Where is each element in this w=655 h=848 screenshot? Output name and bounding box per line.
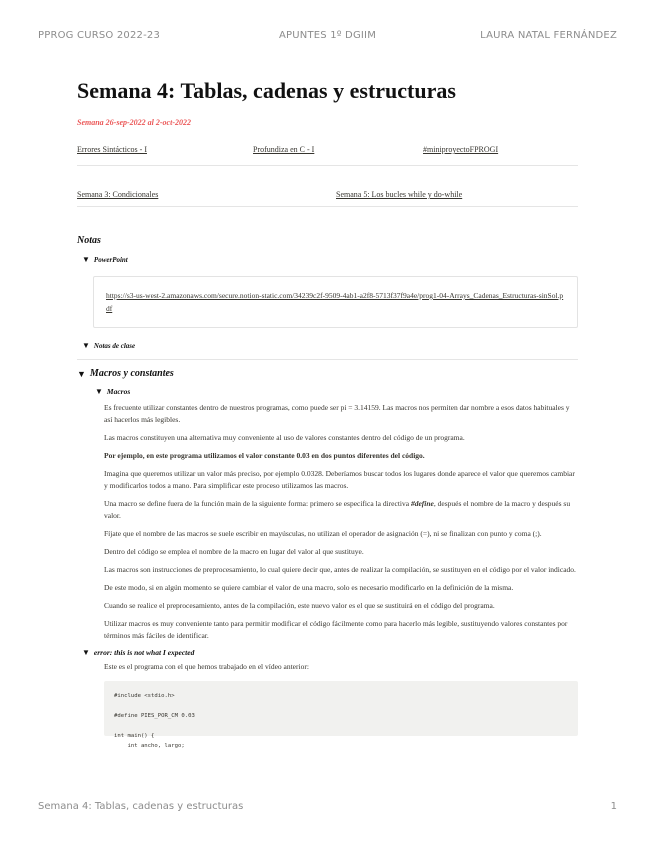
triangle-down-icon: ▼: [77, 368, 86, 379]
powerpoint-link-block: [93, 276, 578, 328]
related-links-row: [77, 135, 578, 166]
macros-toggle-label: Macros: [106, 387, 131, 396]
header-author: LAURA NATAL FERNÁNDEZ: [480, 30, 617, 41]
paragraph-bold: [104, 450, 578, 462]
paragraph: Fíjate que el nombre de las macros se suele escribir en mayúsculas, no utilizan el operador de asignación (=), ni se finalizan con punto y coma (;).: [104, 529, 542, 538]
paragraph: De este modo, si en algún momento se quiere cambiar el valor de una macro, solo es necesario modificarlo en la definición de la misma.: [104, 583, 514, 592]
text: Una macro se define fuera de la función main de la siguiente forma: primero se especifica la directiva: [104, 499, 411, 508]
triangle-down-icon: ▼: [82, 255, 90, 264]
paragraph: Es frecuente utilizar constantes dentro de nuestros programas, como puede ser pi = 3.14159. Las macros nos permiten dar nombre a esos datos habituales y así hacerlos más legibles.: [104, 403, 570, 424]
paragraph: Las macros son instrucciones de preprocesamiento, lo cual quiere decir que, antes de realizar la compilación, se sustituyen en el código por el valor indicado.: [104, 565, 576, 574]
footer-title: Semana 4: Tablas, cadenas y estructuras: [38, 801, 244, 812]
triangle-down-icon: ▼: [95, 387, 103, 396]
running-footer: [38, 801, 617, 812]
text: , después el nombre de la macro y después su valor.: [104, 499, 571, 520]
define-directive: #define: [410, 499, 434, 508]
error-toggle-label: error: this is not what I expected: [93, 648, 195, 657]
divider: [77, 359, 578, 360]
powerpoint-toggle-label: PowerPoint: [93, 255, 128, 264]
triangle-down-icon: ▼: [82, 648, 90, 657]
paragraph-define: [104, 498, 578, 522]
paragraph: Las macros constituyen una alternativa muy conveniente al uso de valores constantes dentro del código de un programa.: [104, 433, 465, 442]
paragraph: Dentro del código se emplea el nombre de la macro en lugar del valor al que sustituye.: [104, 547, 364, 556]
link-previous-week[interactable]: Semana 3: Condicionales: [77, 190, 159, 199]
week-date: Semana 26-sep-2022 al 2-oct-2022: [77, 118, 191, 127]
link-next-week[interactable]: Semana 5: Los bucles while y do-while: [336, 190, 463, 199]
macros-body: [104, 402, 578, 642]
page-content: [77, 76, 578, 749]
paragraph: Cuando se realice el preprocesamiento, antes de la compilación, este nuevo valor es el que se sustituirá en el código del programa.: [104, 601, 495, 610]
triangle-down-icon: ▼: [82, 341, 90, 350]
macros-constants-toggle[interactable]: [77, 368, 578, 379]
macros-toggle[interactable]: [95, 387, 578, 396]
week-navigation-row: [77, 172, 578, 207]
error-intro-text: Este es el programa con el que hemos trabajado en el vídeo anterior:: [104, 662, 309, 671]
notes-heading: Notas: [77, 235, 101, 246]
bold-text: Por ejemplo, en este programa utilizamos el valor constante 0.03 en dos puntos diferentes del código.: [104, 451, 425, 460]
paragraph: Utilizar macros es muy conveniente tanto para permitir modificar el código fácilmente como para hacerlo más legible, sustituyendo valores constantes por términos más fáciles de identificar.: [104, 619, 568, 640]
link-profundiza-en-c[interactable]: Profundiza en C - I: [253, 145, 315, 154]
header-notes-label: APUNTES 1º DGIIM: [278, 30, 377, 41]
link-errores-sintacticos[interactable]: Errores Sintácticos - I: [77, 145, 147, 154]
class-notes-toggle-label: Notas de clase: [93, 341, 136, 350]
code-block: #include <stdio.h> #define PIES_POR_CM 0.03 int main() { int ancho, largo;: [104, 681, 578, 736]
error-toggle[interactable]: [82, 648, 578, 657]
page-title: Semana 4: Tablas, cadenas y estructuras: [77, 78, 456, 103]
powerpoint-pdf-link[interactable]: https://s3-us-west-2.amazonaws.com/secure.notion-static.com/34239c2f-9509-4ab1-a2f8-5713f37f9a4e/prog1-04-Arrays_Cadenas_Estructuras-sinSol.pdf: [106, 291, 564, 313]
running-header: [38, 30, 617, 44]
header-course: PPROG CURSO 2022-23: [38, 30, 161, 41]
link-miniproyecto[interactable]: #miniproyectoFPROGI: [423, 145, 499, 154]
paragraph: Imagina que queremos utilizar un valor más preciso, por ejemplo 0.0328. Deberíamos buscar todos los lugares donde aparece el valor que queremos cambiar y modificarlos todos a mano. Para simplificar este proceso utilizamos las macros.: [104, 469, 575, 490]
macros-constants-label: Macros y constantes: [89, 368, 174, 379]
powerpoint-toggle[interactable]: [82, 255, 578, 264]
page-number: 1: [610, 801, 617, 812]
class-notes-toggle[interactable]: [82, 341, 578, 350]
